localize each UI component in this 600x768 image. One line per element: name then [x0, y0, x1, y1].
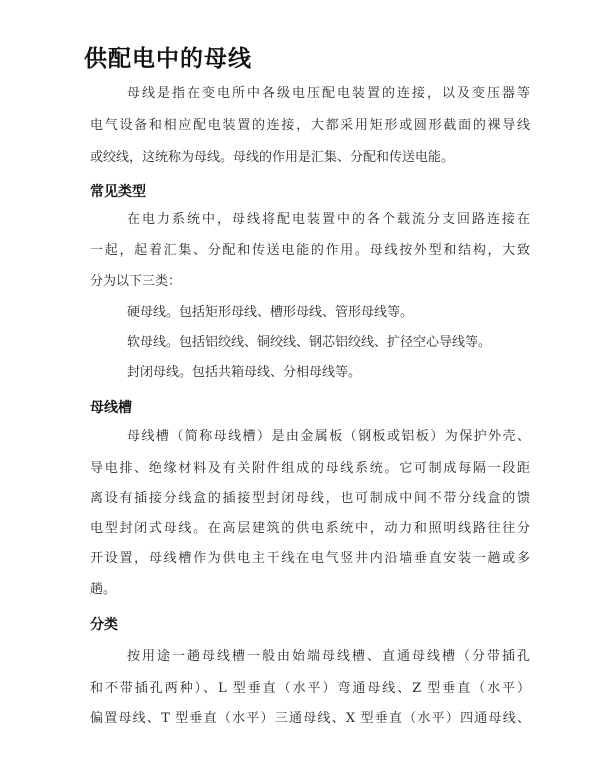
section-heading-classify: 分类 [90, 617, 118, 633]
types-line-3: 分为以下三类： [90, 274, 182, 289]
section-heading-busway: 母线槽 [90, 400, 132, 416]
busway-line-3: 离设有插接分线盒的插接型封闭母线，也可制成中间不带分线盒的馈 [90, 491, 530, 506]
classify-line-1: 按用途一趟母线槽一般由始端母线槽、直通母线槽（分带插孔 [127, 649, 530, 664]
intro-line-2: 电气设备和相应配电装置的连接，大都采用矩形或圆形截面的裸导线 [90, 118, 530, 133]
types-item-soft: 软母线。包括铝绞线、铜绞线、钢芯铝绞线、扩径空心导线等。 [127, 335, 492, 350]
busway-line-2: 导电排、绝缘材料及有关附件组成的母线系统。它可制成每隔一段距 [90, 461, 530, 476]
busway-line-5: 开设置，母线槽作为供电主干线在电气竖井内沿墙垂直安装一趟或多 [90, 551, 530, 566]
classify-line-2: 和不带插孔两种）、L 型垂直（水平）弯通母线、Z 型垂直（水平） [90, 681, 530, 696]
busway-line-1: 母线槽（简称母线槽）是由金属板（钢板或铝板）为保护外壳、 [127, 429, 530, 444]
page-title: 供配电中的母线 [84, 46, 252, 72]
types-line-2: 一起，起着汇集、分配和传送电能的作用。母线按外型和结构，大致 [90, 243, 530, 258]
types-line-1: 在电力系统中，母线将配电装置中的各个载流分支回路连接在 [127, 212, 530, 227]
classify-line-3: 偏置母线、T 型垂直（水平）三通母线、X 型垂直（水平）四通母线、 [90, 711, 530, 726]
intro-line-1: 母线是指在变电所中各级电压配电装置的连接，以及变压器等 [127, 86, 530, 101]
intro-line-3: 或绞线，这统称为母线。母线的作用是汇集、分配和传送电能。 [90, 150, 455, 165]
types-item-hard: 硬母线。包括矩形母线、槽形母线、管形母线等。 [127, 305, 414, 320]
types-item-enclosed: 封闭母线。包括共箱母线、分相母线等。 [127, 365, 362, 380]
section-heading-types: 常见类型 [90, 184, 146, 200]
busway-line-4: 电型封闭式母线。在高层建筑的供电系统中，动力和照明线路往往分 [90, 521, 530, 536]
busway-line-6: 趟。 [90, 582, 117, 597]
